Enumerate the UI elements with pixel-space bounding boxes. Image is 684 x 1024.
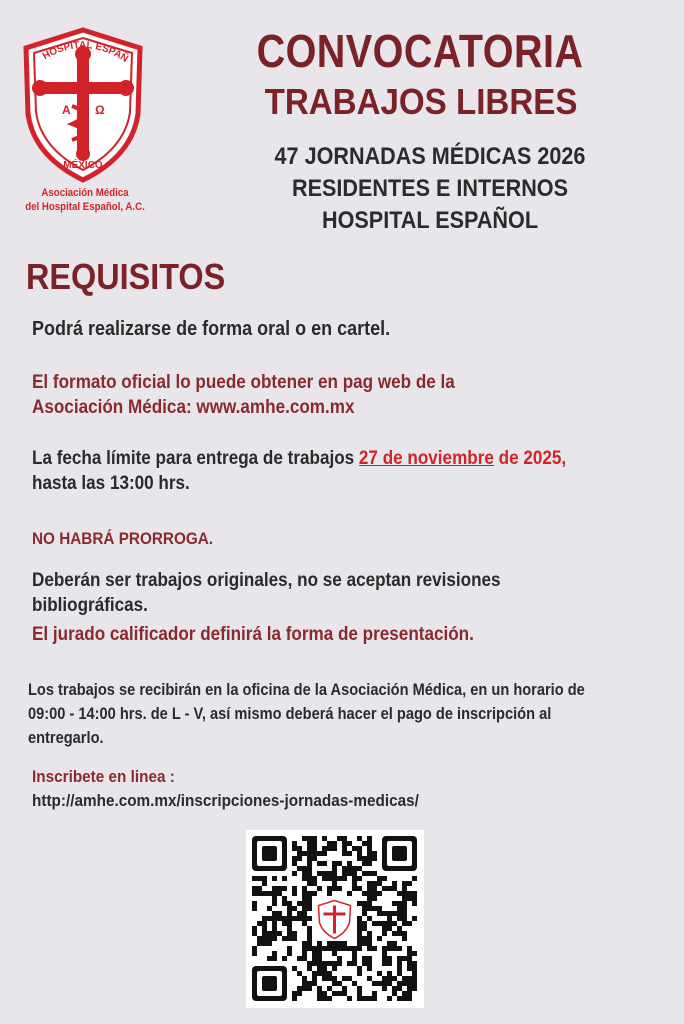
- event-name: 47 JORNADAS MÉDICAS 2026: [274, 143, 586, 170]
- requirements-heading: REQUISITOS: [26, 256, 226, 297]
- omega-symbol: Ω: [95, 103, 105, 117]
- deadline-date: 27 de noviembre: [358, 448, 494, 469]
- qr-code-icon: [246, 830, 424, 1008]
- requirement-deadline: [32, 446, 617, 496]
- page-subtitle: TRABAJOS LIBRES: [264, 81, 578, 122]
- event-audience: RESIDENTES E INTERNOS: [291, 175, 569, 202]
- requirement-official-format-line2: Asociación Médica: www.amhe.com.mx: [32, 397, 355, 418]
- event-host: HOSPITAL ESPAÑOL: [321, 207, 539, 234]
- no-extension-notice: NO HABRÁ PRORROGA.: [32, 529, 214, 548]
- requirement-format: Podrá realizarse de forma oral o en cartel.: [32, 318, 391, 340]
- registration-label: Inscribete en linea :: [32, 767, 175, 786]
- logo-ring-top-text: HOSPITAL ESPAÑ: [40, 39, 130, 65]
- association-caption: [15, 186, 154, 214]
- requirement-jury: El jurado calificador definirá la forma de presentación.: [32, 624, 474, 645]
- requirement-official-format: [32, 370, 617, 420]
- alpha-symbol: A: [62, 103, 71, 117]
- page-title: CONVOCATORIA: [256, 25, 584, 77]
- deadline-time: hasta las 13:00 hrs.: [32, 473, 190, 494]
- requirement-official-format-line1: El formato oficial lo puede obtener en pag web de la: [32, 372, 455, 393]
- association-caption-line2: del Hospital Español, A.C.: [25, 201, 145, 213]
- requirement-submission: [28, 678, 630, 750]
- shield-cross-icon: [22, 26, 144, 184]
- submission-line2: 09:00 - 14:00 hrs. de L - V, así mismo deberá hacer el pago de inscripción al entregarlo.: [28, 704, 552, 747]
- submission-line1: Los trabajos se recibirán en la oficina de la Asociación Médica, en un horario de: [28, 680, 585, 699]
- registration-link[interactable]: http://amhe.com.mx/inscripciones-jornadas-medicas/: [32, 791, 419, 810]
- deadline-year: de 2025,: [493, 448, 567, 469]
- association-caption-line1: Asociación Médica: [41, 187, 129, 199]
- association-logo: [22, 26, 144, 184]
- requirement-originality: Deberán ser trabajos originales, no se aceptan revisiones bibliográficas.: [32, 570, 501, 616]
- logo-ring-bottom-text: MÉXICO: [63, 160, 103, 171]
- deadline-prefix: La fecha límite para entrega de trabajos: [32, 448, 359, 469]
- registration-qr-code[interactable]: [246, 830, 424, 1008]
